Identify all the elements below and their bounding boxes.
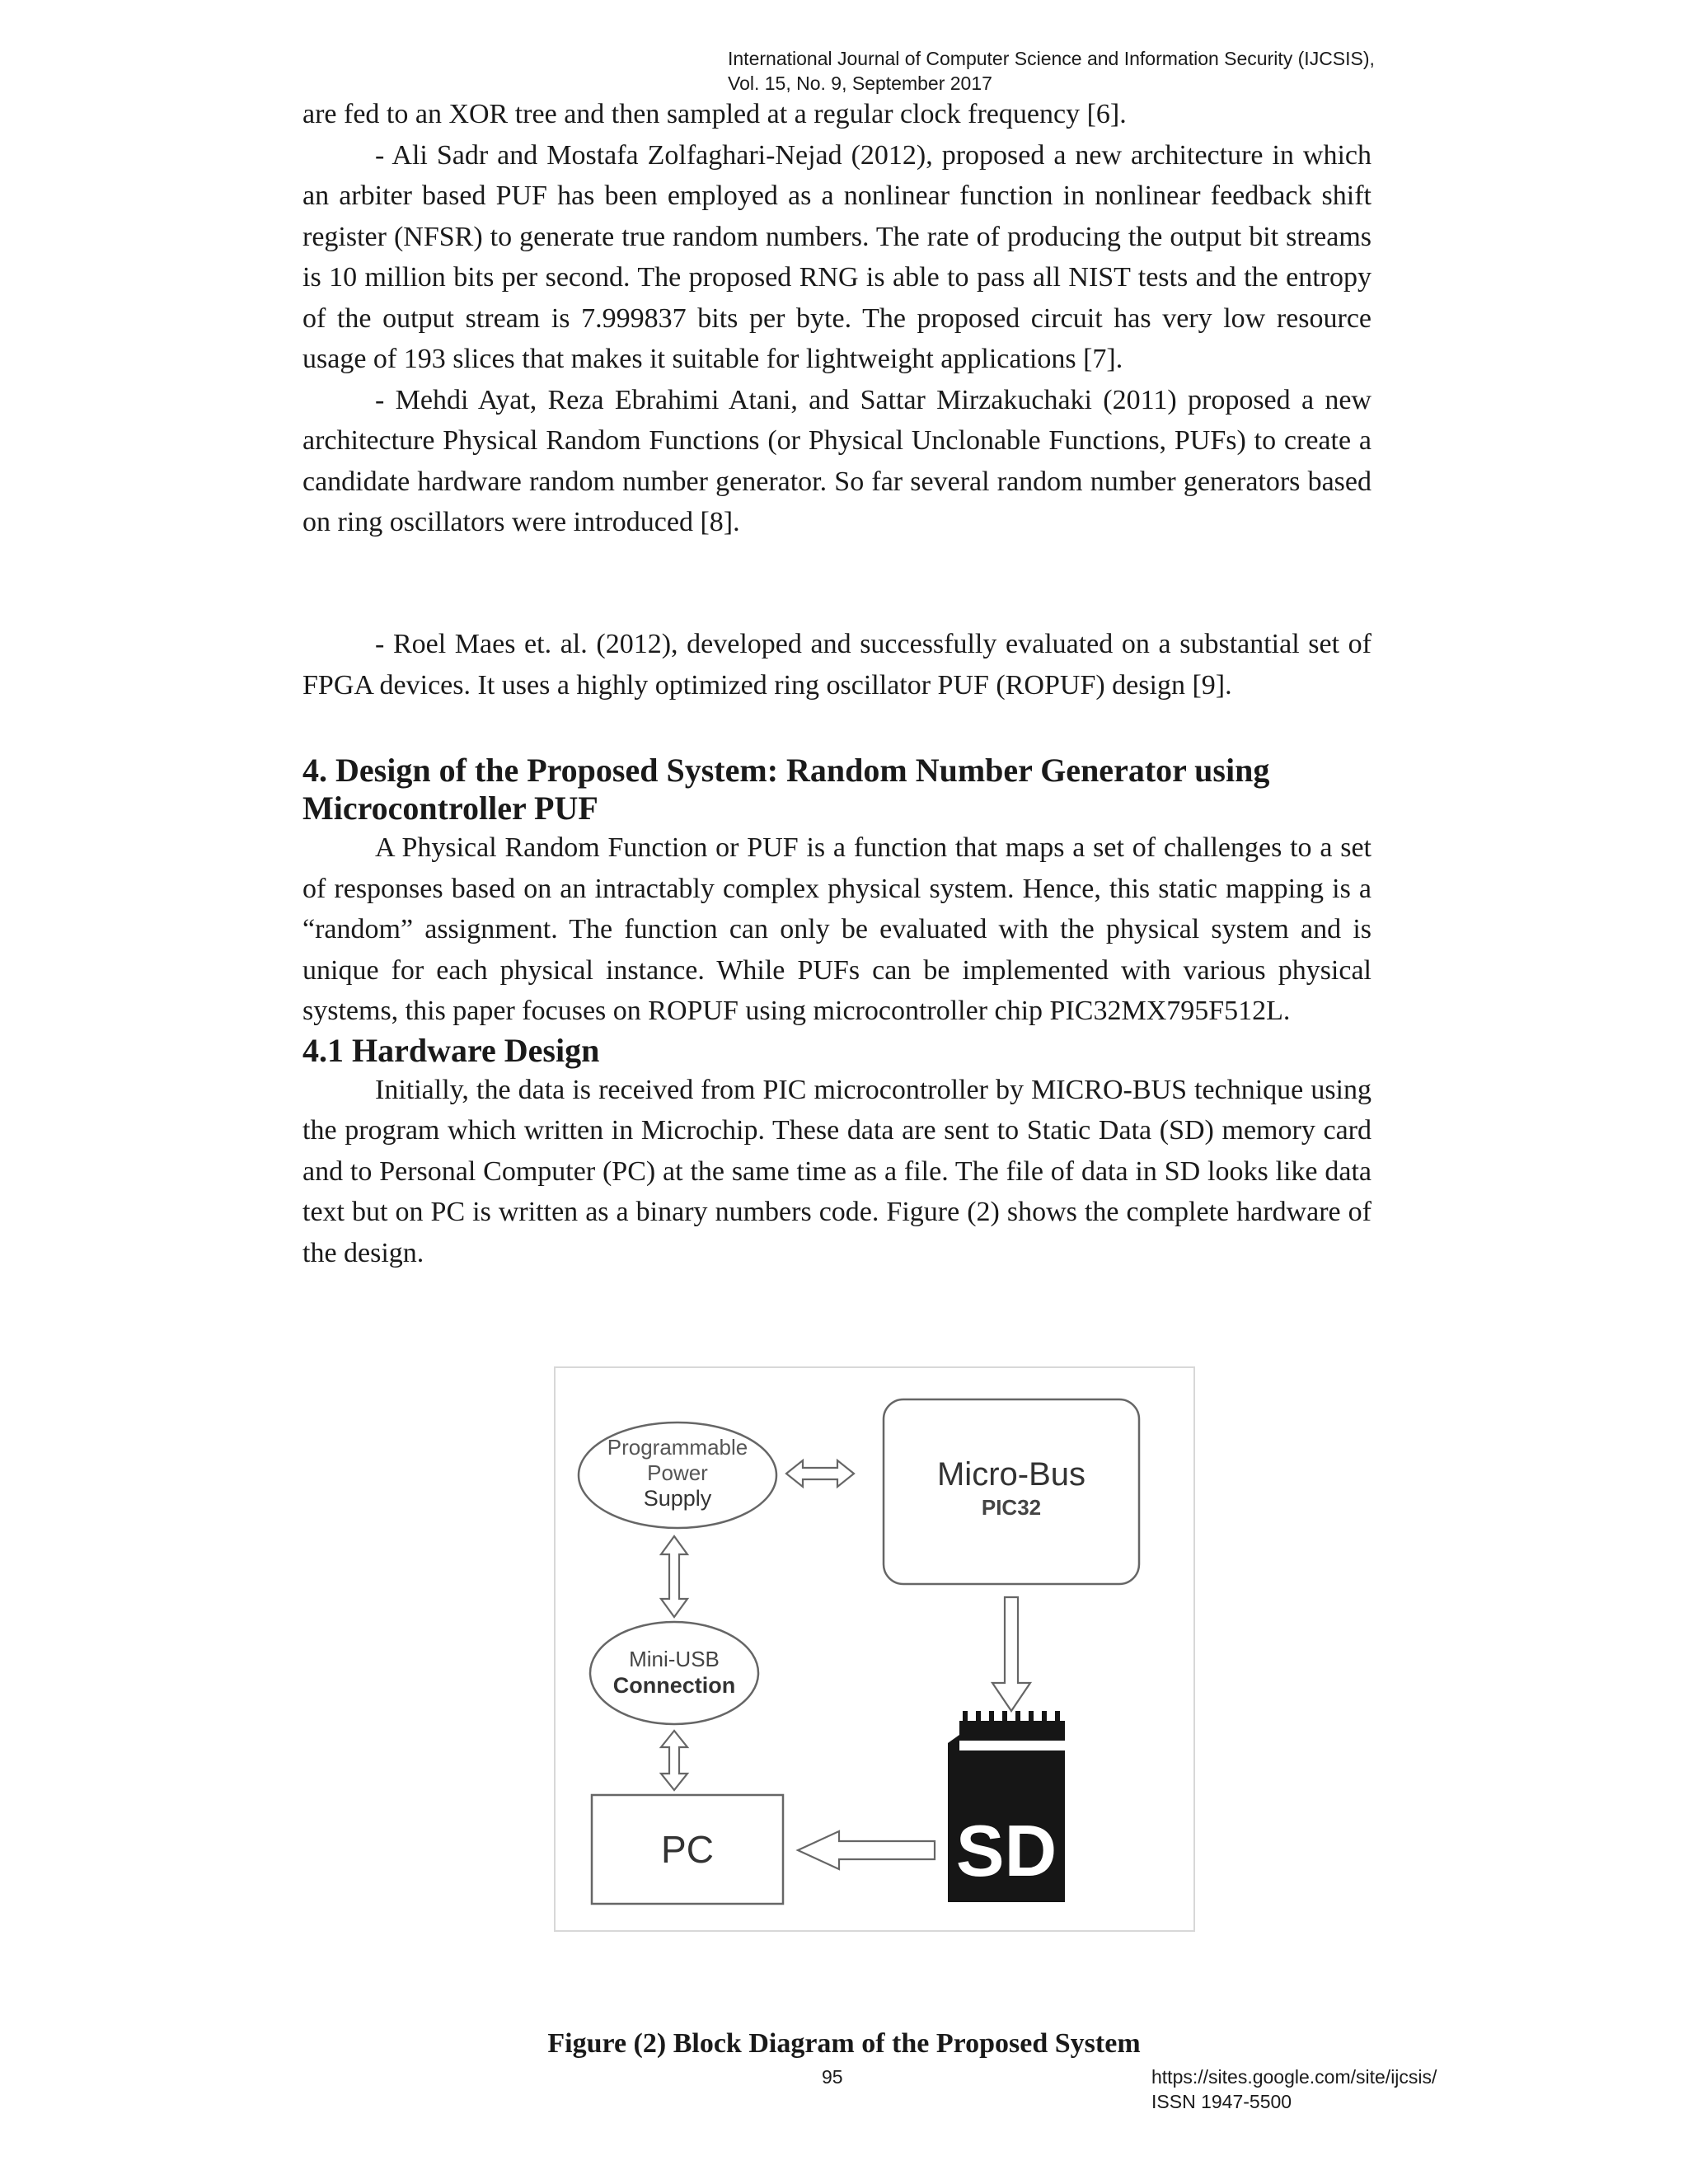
arrow-miniusb-pc xyxy=(661,1731,687,1790)
sd-label: SD xyxy=(955,1810,1057,1891)
pps-label-line2: Power xyxy=(647,1460,708,1485)
paragraph-hardware-design: Initially, the data is received from PIC microcontroller by MICRO-BUS technique using the program which written in Microchip. These data are sent to Static Data (SD) memory card and to Personal Computer (PC) at the same time as a file. The file of data in SD looks like data text but on PC is written as a binary numbers code. Figure (2) shows the complete hardware of the design. xyxy=(302,1074,1372,1268)
paragraph-continuation: are fed to an XOR tree and then sampled at a regular clock frequency [6]. xyxy=(302,99,1127,129)
mini-usb-label-line2: Connection xyxy=(612,1673,736,1698)
journal-header-volume: Vol. 15, No. 9, September 2017 xyxy=(728,73,992,94)
journal-header xyxy=(728,46,1552,96)
pps-label-line3: Supply xyxy=(643,1486,712,1511)
mini-usb-label-line1: Mini-USB xyxy=(629,1647,720,1671)
paragraph-sadr: - Ali Sadr and Mostafa Zolfaghari-Nejad (2012), proposed a new architecture in which an arbiter based PUF has been employed as a nonlinear function in nonlinear feedback shift register (NFSR) to generate true random numbers. The rate of producing the output bit streams is 10 million bits per second. The proposed RNG is able to pass all NIST tests and the entropy of the output stream is 7.999837 bits per byte. The proposed circuit has very low resource usage of 193 slices that makes it suitable for lightweight applications [7]. xyxy=(302,139,1372,374)
section-heading-4: 4. Design of the Proposed System: Random Number Generator using Microcontroller PUF xyxy=(302,752,1270,827)
section-4 xyxy=(302,752,1372,1273)
pps-label-line1: Programmable xyxy=(607,1435,748,1460)
paragraph-ayat: - Mehdi Ayat, Reza Ebrahimi Atani, and Sattar Mirzakuchaki (2011) proposed a new architecture Physical Random Functions (or Physical Unclonable Functions, PUFs) to create a candidate hardware random number generator. So far several random number generators based on ring oscillators were introduced [8]. xyxy=(302,384,1372,537)
pc-label: PC xyxy=(661,1828,714,1871)
micro-bus-node xyxy=(884,1399,1139,1584)
micro-bus-subtitle: PIC32 xyxy=(981,1495,1042,1520)
mini-usb-connection-node xyxy=(590,1622,758,1724)
body-block-top xyxy=(302,94,1372,543)
arrow-sd-pc xyxy=(798,1831,935,1869)
journal-header-title: International Journal of Computer Science and Information Security (IJCSIS), xyxy=(728,48,1375,69)
footer-issn: ISSN 1947-5500 xyxy=(1151,2091,1292,2112)
page-number: 95 xyxy=(822,2066,843,2088)
paragraph-maes: - Roel Maes et. al. (2012), developed and successfully evaluated on a substantial set of FPGA devices. It uses a highly optimized ring oscillator PUF (ROPUF) design [9]. xyxy=(302,629,1372,701)
arrow-pps-microbus xyxy=(786,1460,854,1487)
paragraph-puf-definition: A Physical Random Function or PUF is a function that maps a set of challenges to a set of responses based on an intractably complex physical system. Hence, this static mapping is a “random” assignment. The function can only be evaluated with the physical system and is unique for each physical instance. While PUFs can be implemented with various physical systems, this paper focuses on ROPUF using microcontroller chip PIC32MX795F512L. xyxy=(302,832,1372,1026)
section-heading-4-1: 4.1 Hardware Design xyxy=(302,1031,600,1069)
figure-caption: Figure (2) Block Diagram of the Proposed System xyxy=(547,2028,1141,2059)
sd-card-icon xyxy=(948,1711,1065,1902)
pc-node xyxy=(592,1795,783,1904)
programmable-power-supply-node xyxy=(579,1422,776,1528)
micro-bus-title: Micro-Bus xyxy=(936,1456,1086,1493)
body-block-maes xyxy=(302,624,1372,705)
footer-url[interactable]: https://sites.google.com/site/ijcsis/ xyxy=(1151,2066,1437,2088)
arrow-pps-miniusb xyxy=(661,1536,687,1617)
arrow-microbus-sd xyxy=(992,1597,1030,1711)
footer-info xyxy=(1151,2064,1437,2114)
block-diagram-figure xyxy=(554,1366,1195,1932)
